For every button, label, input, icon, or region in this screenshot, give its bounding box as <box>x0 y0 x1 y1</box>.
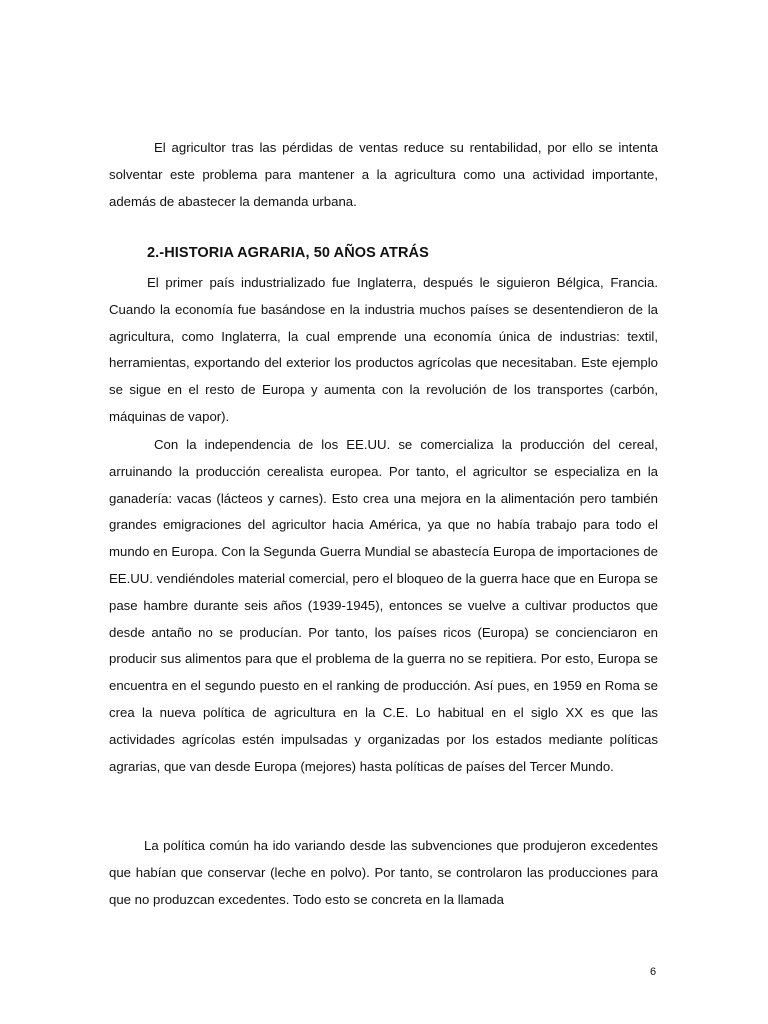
paragraph-common-policy: La política común ha ido variando desde las subvenciones que produjeron excedentes que habían que conservar (leche en polvo). Por tanto, se controlaron las producciones para que no produzcan excedentes. Todo esto se concreta en la llamada <box>109 838 658 907</box>
page-number: 6 <box>650 966 657 978</box>
paragraph-independence: Con la independencia de los EE.UU. se comercializa la producción del cereal, arruinando la producción cerealista europea. Por tanto, el agricultor se especializa en la ganadería: vacas (lácteos y carnes). Esto crea una mejora en la alimentación pero también grandes emigraciones del agricultor hacia América, ya que no había trabajo para todo el mundo en Europa. Con la Segunda Guerra Mundial se abastecía Europa de importaciones de EE.UU. vendiéndoles material comercial, pero el bloqueo de la guerra hace que en Europa se pase hambre durante seis años (1939-1945), entonces se vuelve a cultivar productos que desde antaño no se producían. Por tanto, los países ricos (Europa) se concienciaron en producir sus alimentos para que el problema de la guerra no se repitiera. Por esto, Europa se encuentra en el segundo puesto en el ranking de producción. Así pues, en 1959 en Roma se crea la nueva política de agricultura en la C.E. Lo habitual en el siglo XX es que las actividades agrícolas estén impulsadas y organizadas por los estados mediante políticas agrarias, que van desde Europa (mejores) hasta políticas de países del Tercer Mundo. <box>109 437 658 774</box>
paragraph-intro: El agricultor tras las pérdidas de ventas reduce su rentabilidad, por ello se intenta solventar este problema para mantener a la agricultura como una actividad importante, además de abastecer la demanda urbana. <box>109 140 658 209</box>
paragraph-industrialization: El primer país industrializado fue Inglaterra, después le siguieron Bélgica, Francia. Cuando la economía fue basándose en la industria muchos países se desentendieron de la agricultura, como Inglaterra, la cual emprende una economía única de industrias: textil, herramientas, exportando del exterior los productos agrícolas que necesitaban. Este ejemplo se sigue en el resto de Europa y aumenta con la revolución de los transportes (carbón, máquinas de vapor). <box>109 275 658 424</box>
section-heading: 2.-HISTORIA AGRARIA, 50 AÑOS ATRÁS <box>147 245 429 261</box>
